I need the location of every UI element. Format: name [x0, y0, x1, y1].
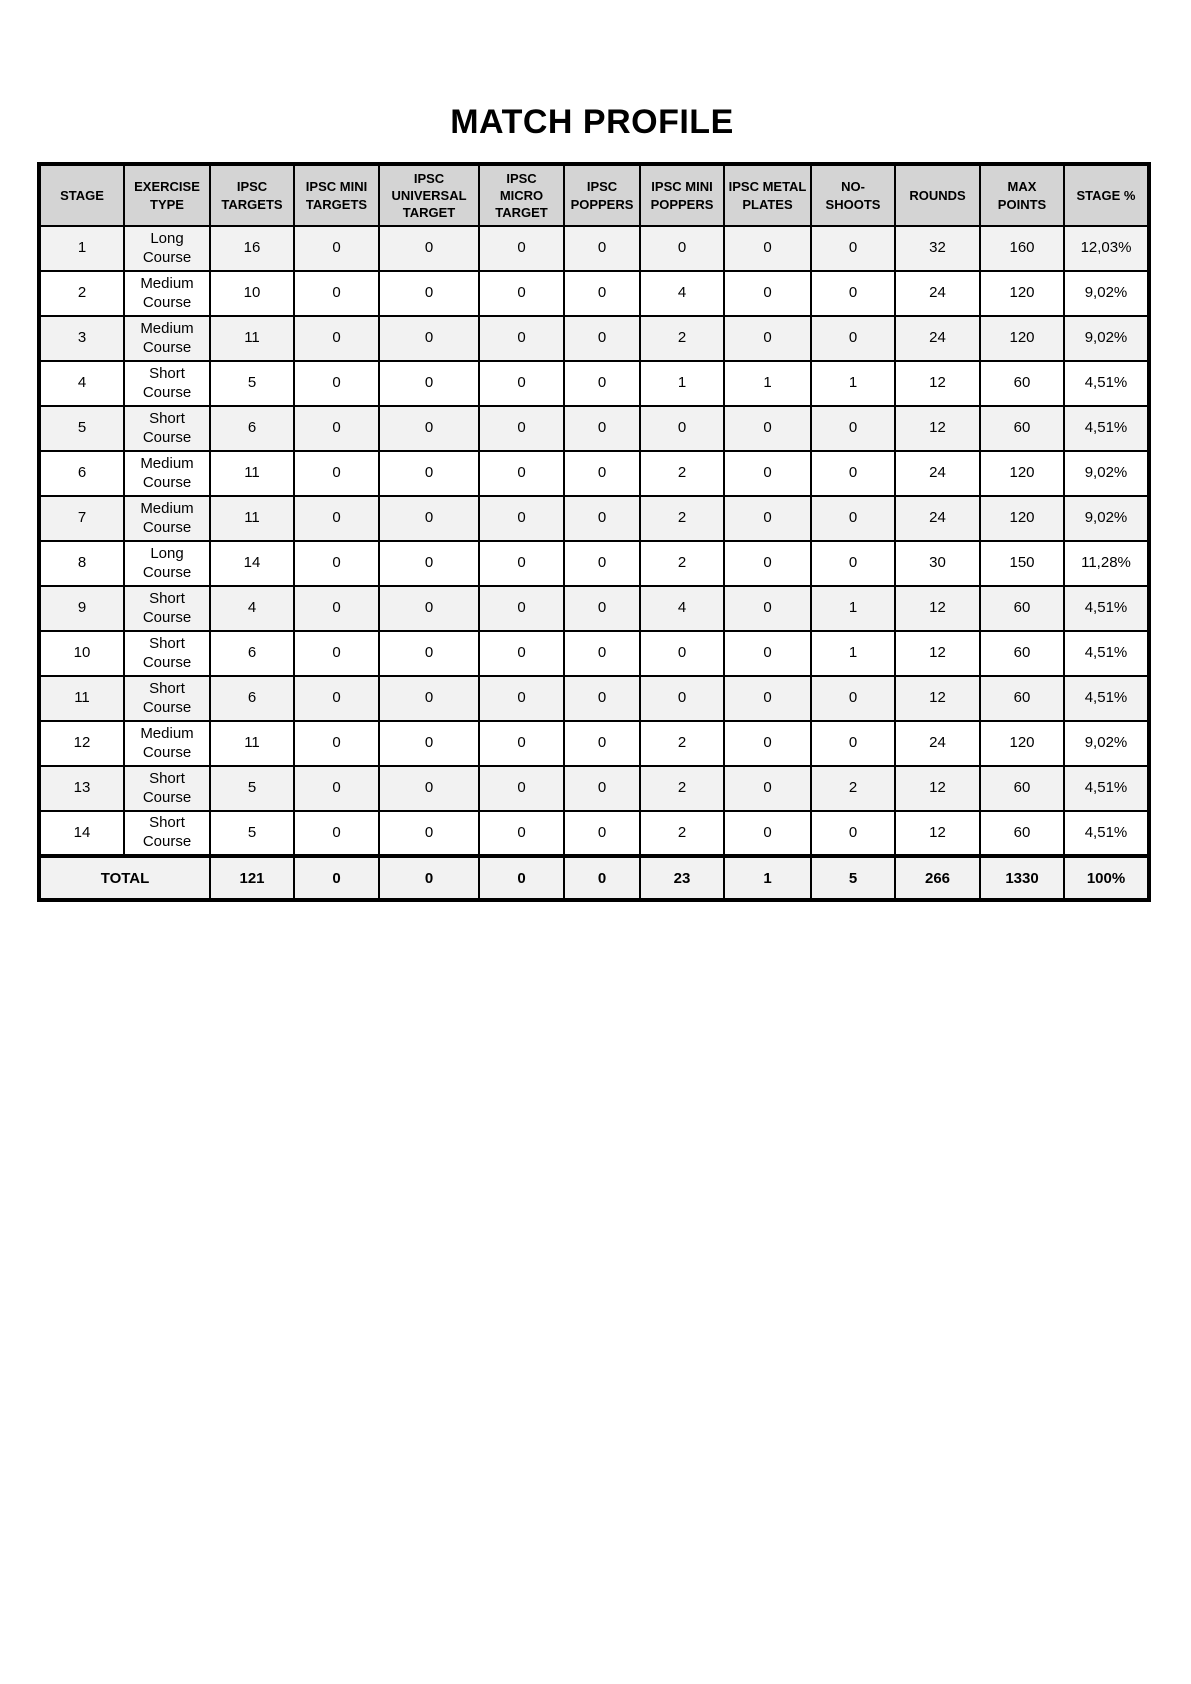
max-points-cell: 60 — [980, 676, 1064, 721]
stage-cell: 3 — [39, 316, 124, 361]
exercise-type-cell: Medium Course — [124, 316, 210, 361]
ipsc-mini-poppers-cell: 2 — [640, 766, 724, 811]
ipsc-universal-target-cell: 0 — [379, 541, 479, 586]
rounds-cell: 24 — [895, 271, 980, 316]
exercise-type-cell: Short Course — [124, 676, 210, 721]
table-row — [39, 226, 1149, 271]
ipsc-micro-target-cell: 0 — [479, 496, 564, 541]
no-shoots-cell: 0 — [811, 721, 895, 766]
max-points-cell: 120 — [980, 496, 1064, 541]
table-row — [39, 451, 1149, 496]
rounds-cell: 24 — [895, 496, 980, 541]
exercise-type-cell: Short Course — [124, 406, 210, 451]
max-points-cell: 120 — [980, 316, 1064, 361]
ipsc-poppers-cell: 0 — [564, 406, 640, 451]
stage-cell: 4 — [39, 361, 124, 406]
total-ipsc-universal-target-cell: 0 — [379, 856, 479, 900]
stage-cell: 10 — [39, 631, 124, 676]
ipsc-micro-target-cell: 0 — [479, 811, 564, 856]
ipsc-targets-cell: 14 — [210, 541, 294, 586]
table-header-row — [39, 164, 1149, 226]
exercise-type-cell: Long Course — [124, 226, 210, 271]
ipsc-targets-cell: 4 — [210, 586, 294, 631]
total-row — [39, 856, 1149, 900]
stage-percent-cell: 9,02% — [1064, 496, 1149, 541]
total-no-shoots-cell: 5 — [811, 856, 895, 900]
ipsc-mini-poppers-cell: 2 — [640, 721, 724, 766]
ipsc-mini-poppers-cell: 2 — [640, 811, 724, 856]
ipsc-micro-target-cell: 0 — [479, 541, 564, 586]
ipsc-universal-target-cell: 0 — [379, 721, 479, 766]
ipsc-metal-plates-cell: 0 — [724, 226, 811, 271]
match-profile-table — [37, 162, 1151, 902]
exercise-type-cell: Medium Course — [124, 496, 210, 541]
no-shoots-cell: 0 — [811, 496, 895, 541]
total-rounds-cell: 266 — [895, 856, 980, 900]
ipsc-poppers-cell: 0 — [564, 226, 640, 271]
col-header-max-points: MAX POINTS — [980, 164, 1064, 226]
stage-percent-cell: 4,51% — [1064, 361, 1149, 406]
max-points-cell: 150 — [980, 541, 1064, 586]
no-shoots-cell: 1 — [811, 631, 895, 676]
ipsc-micro-target-cell: 0 — [479, 631, 564, 676]
col-header-stage: STAGE — [39, 164, 124, 226]
max-points-cell: 60 — [980, 811, 1064, 856]
ipsc-universal-target-cell: 0 — [379, 361, 479, 406]
exercise-type-cell: Medium Course — [124, 721, 210, 766]
exercise-type-cell: Short Course — [124, 361, 210, 406]
ipsc-universal-target-cell: 0 — [379, 226, 479, 271]
ipsc-targets-cell: 11 — [210, 721, 294, 766]
col-header-rounds: ROUNDS — [895, 164, 980, 226]
rounds-cell: 32 — [895, 226, 980, 271]
ipsc-universal-target-cell: 0 — [379, 316, 479, 361]
exercise-type-cell: Medium Course — [124, 451, 210, 496]
max-points-cell: 60 — [980, 361, 1064, 406]
ipsc-targets-cell: 16 — [210, 226, 294, 271]
total-label-cell: TOTAL — [39, 856, 210, 900]
table-row — [39, 361, 1149, 406]
ipsc-targets-cell: 5 — [210, 766, 294, 811]
rounds-cell: 24 — [895, 451, 980, 496]
ipsc-universal-target-cell: 0 — [379, 811, 479, 856]
ipsc-poppers-cell: 0 — [564, 766, 640, 811]
ipsc-poppers-cell: 0 — [564, 631, 640, 676]
col-header-ipsc-metal-plates: IPSC METAL PLATES — [724, 164, 811, 226]
ipsc-metal-plates-cell: 0 — [724, 721, 811, 766]
max-points-cell: 120 — [980, 451, 1064, 496]
ipsc-mini-poppers-cell: 2 — [640, 496, 724, 541]
stage-cell: 1 — [39, 226, 124, 271]
document-page — [37, 0, 1147, 902]
ipsc-targets-cell: 11 — [210, 451, 294, 496]
exercise-type-cell: Long Course — [124, 541, 210, 586]
ipsc-universal-target-cell: 0 — [379, 451, 479, 496]
ipsc-mini-targets-cell: 0 — [294, 766, 379, 811]
ipsc-mini-poppers-cell: 1 — [640, 361, 724, 406]
ipsc-metal-plates-cell: 0 — [724, 676, 811, 721]
rounds-cell: 12 — [895, 631, 980, 676]
stage-cell: 5 — [39, 406, 124, 451]
no-shoots-cell: 0 — [811, 271, 895, 316]
total-stage-percent-cell: 100% — [1064, 856, 1149, 900]
max-points-cell: 120 — [980, 721, 1064, 766]
stage-percent-cell: 9,02% — [1064, 451, 1149, 496]
stage-percent-cell: 4,51% — [1064, 811, 1149, 856]
stage-cell: 2 — [39, 271, 124, 316]
ipsc-micro-target-cell: 0 — [479, 766, 564, 811]
ipsc-mini-targets-cell: 0 — [294, 721, 379, 766]
ipsc-mini-poppers-cell: 4 — [640, 586, 724, 631]
ipsc-mini-targets-cell: 0 — [294, 271, 379, 316]
table-row — [39, 676, 1149, 721]
rounds-cell: 24 — [895, 316, 980, 361]
ipsc-universal-target-cell: 0 — [379, 766, 479, 811]
stage-cell: 9 — [39, 586, 124, 631]
max-points-cell: 60 — [980, 766, 1064, 811]
max-points-cell: 120 — [980, 271, 1064, 316]
rounds-cell: 30 — [895, 541, 980, 586]
exercise-type-cell: Short Course — [124, 586, 210, 631]
ipsc-metal-plates-cell: 0 — [724, 496, 811, 541]
ipsc-mini-targets-cell: 0 — [294, 631, 379, 676]
ipsc-micro-target-cell: 0 — [479, 586, 564, 631]
ipsc-poppers-cell: 0 — [564, 361, 640, 406]
col-header-stage-percent: STAGE % — [1064, 164, 1149, 226]
ipsc-micro-target-cell: 0 — [479, 721, 564, 766]
ipsc-metal-plates-cell: 0 — [724, 811, 811, 856]
ipsc-micro-target-cell: 0 — [479, 226, 564, 271]
no-shoots-cell: 0 — [811, 226, 895, 271]
no-shoots-cell: 2 — [811, 766, 895, 811]
max-points-cell: 160 — [980, 226, 1064, 271]
total-ipsc-micro-target-cell: 0 — [479, 856, 564, 900]
table-row — [39, 406, 1149, 451]
stage-cell: 6 — [39, 451, 124, 496]
stage-percent-cell: 9,02% — [1064, 271, 1149, 316]
ipsc-targets-cell: 5 — [210, 811, 294, 856]
table-row — [39, 811, 1149, 856]
ipsc-mini-targets-cell: 0 — [294, 676, 379, 721]
stage-cell: 13 — [39, 766, 124, 811]
ipsc-poppers-cell: 0 — [564, 676, 640, 721]
ipsc-mini-targets-cell: 0 — [294, 226, 379, 271]
stage-percent-cell: 4,51% — [1064, 406, 1149, 451]
ipsc-metal-plates-cell: 0 — [724, 271, 811, 316]
ipsc-mini-poppers-cell: 2 — [640, 541, 724, 586]
stage-cell: 12 — [39, 721, 124, 766]
ipsc-mini-poppers-cell: 2 — [640, 451, 724, 496]
ipsc-metal-plates-cell: 0 — [724, 451, 811, 496]
ipsc-poppers-cell: 0 — [564, 811, 640, 856]
table-row — [39, 586, 1149, 631]
col-header-ipsc-micro-target: IPSC MICRO TARGET — [479, 164, 564, 226]
stage-cell: 8 — [39, 541, 124, 586]
ipsc-mini-targets-cell: 0 — [294, 451, 379, 496]
exercise-type-cell: Short Course — [124, 766, 210, 811]
stage-percent-cell: 9,02% — [1064, 721, 1149, 766]
no-shoots-cell: 1 — [811, 361, 895, 406]
stage-percent-cell: 4,51% — [1064, 631, 1149, 676]
ipsc-micro-target-cell: 0 — [479, 676, 564, 721]
total-ipsc-poppers-cell: 0 — [564, 856, 640, 900]
stage-percent-cell: 11,28% — [1064, 541, 1149, 586]
rounds-cell: 12 — [895, 361, 980, 406]
max-points-cell: 60 — [980, 406, 1064, 451]
ipsc-universal-target-cell: 0 — [379, 586, 479, 631]
table-row — [39, 496, 1149, 541]
no-shoots-cell: 0 — [811, 406, 895, 451]
ipsc-targets-cell: 5 — [210, 361, 294, 406]
ipsc-targets-cell: 10 — [210, 271, 294, 316]
ipsc-poppers-cell: 0 — [564, 541, 640, 586]
ipsc-metal-plates-cell: 0 — [724, 586, 811, 631]
ipsc-mini-targets-cell: 0 — [294, 541, 379, 586]
ipsc-poppers-cell: 0 — [564, 271, 640, 316]
ipsc-targets-cell: 6 — [210, 631, 294, 676]
col-header-no-shoots: NO-SHOOTS — [811, 164, 895, 226]
table-row — [39, 721, 1149, 766]
ipsc-poppers-cell: 0 — [564, 451, 640, 496]
col-header-ipsc-targets: IPSC TARGETS — [210, 164, 294, 226]
table-row — [39, 271, 1149, 316]
ipsc-universal-target-cell: 0 — [379, 271, 479, 316]
stage-percent-cell: 4,51% — [1064, 586, 1149, 631]
ipsc-mini-targets-cell: 0 — [294, 361, 379, 406]
total-ipsc-mini-targets-cell: 0 — [294, 856, 379, 900]
no-shoots-cell: 0 — [811, 451, 895, 496]
ipsc-micro-target-cell: 0 — [479, 361, 564, 406]
stage-percent-cell: 4,51% — [1064, 676, 1149, 721]
ipsc-mini-targets-cell: 0 — [294, 316, 379, 361]
stage-percent-cell: 9,02% — [1064, 316, 1149, 361]
total-ipsc-targets-cell: 121 — [210, 856, 294, 900]
ipsc-poppers-cell: 0 — [564, 586, 640, 631]
table-row — [39, 541, 1149, 586]
stage-cell: 14 — [39, 811, 124, 856]
ipsc-targets-cell: 11 — [210, 316, 294, 361]
ipsc-poppers-cell: 0 — [564, 316, 640, 361]
ipsc-metal-plates-cell: 0 — [724, 406, 811, 451]
table-body — [39, 226, 1149, 856]
exercise-type-cell: Short Course — [124, 631, 210, 676]
ipsc-universal-target-cell: 0 — [379, 676, 479, 721]
no-shoots-cell: 1 — [811, 586, 895, 631]
total-ipsc-metal-plates-cell: 1 — [724, 856, 811, 900]
ipsc-metal-plates-cell: 1 — [724, 361, 811, 406]
ipsc-mini-poppers-cell: 4 — [640, 271, 724, 316]
stage-percent-cell: 12,03% — [1064, 226, 1149, 271]
ipsc-mini-poppers-cell: 0 — [640, 676, 724, 721]
col-header-ipsc-universal-target: IPSC UNIVERSAL TARGET — [379, 164, 479, 226]
no-shoots-cell: 0 — [811, 316, 895, 361]
ipsc-metal-plates-cell: 0 — [724, 766, 811, 811]
ipsc-micro-target-cell: 0 — [479, 406, 564, 451]
ipsc-targets-cell: 6 — [210, 406, 294, 451]
ipsc-mini-poppers-cell: 0 — [640, 631, 724, 676]
max-points-cell: 60 — [980, 586, 1064, 631]
ipsc-mini-poppers-cell: 2 — [640, 316, 724, 361]
col-header-ipsc-poppers: IPSC POPPERS — [564, 164, 640, 226]
ipsc-mini-targets-cell: 0 — [294, 496, 379, 541]
no-shoots-cell: 0 — [811, 541, 895, 586]
exercise-type-cell: Short Course — [124, 811, 210, 856]
stage-percent-cell: 4,51% — [1064, 766, 1149, 811]
ipsc-mini-poppers-cell: 0 — [640, 406, 724, 451]
rounds-cell: 12 — [895, 676, 980, 721]
rounds-cell: 12 — [895, 766, 980, 811]
ipsc-poppers-cell: 0 — [564, 496, 640, 541]
ipsc-targets-cell: 6 — [210, 676, 294, 721]
ipsc-metal-plates-cell: 0 — [724, 631, 811, 676]
table-row — [39, 766, 1149, 811]
ipsc-universal-target-cell: 0 — [379, 406, 479, 451]
ipsc-poppers-cell: 0 — [564, 721, 640, 766]
col-header-ipsc-mini-targets: IPSC MINI TARGETS — [294, 164, 379, 226]
page-title: MATCH PROFILE — [450, 103, 734, 141]
max-points-cell: 60 — [980, 631, 1064, 676]
ipsc-metal-plates-cell: 0 — [724, 316, 811, 361]
ipsc-micro-target-cell: 0 — [479, 271, 564, 316]
rounds-cell: 12 — [895, 811, 980, 856]
rounds-cell: 24 — [895, 721, 980, 766]
stage-cell: 11 — [39, 676, 124, 721]
ipsc-micro-target-cell: 0 — [479, 316, 564, 361]
ipsc-micro-target-cell: 0 — [479, 451, 564, 496]
rounds-cell: 12 — [895, 586, 980, 631]
col-header-ipsc-mini-poppers: IPSC MINI POPPERS — [640, 164, 724, 226]
ipsc-universal-target-cell: 0 — [379, 631, 479, 676]
table-row — [39, 631, 1149, 676]
total-ipsc-mini-poppers-cell: 23 — [640, 856, 724, 900]
no-shoots-cell: 0 — [811, 811, 895, 856]
ipsc-mini-poppers-cell: 0 — [640, 226, 724, 271]
total-max-points-cell: 1330 — [980, 856, 1064, 900]
ipsc-targets-cell: 11 — [210, 496, 294, 541]
col-header-exercise-type: EXERCISE TYPE — [124, 164, 210, 226]
ipsc-mini-targets-cell: 0 — [294, 586, 379, 631]
no-shoots-cell: 0 — [811, 676, 895, 721]
stage-cell: 7 — [39, 496, 124, 541]
table-row — [39, 316, 1149, 361]
rounds-cell: 12 — [895, 406, 980, 451]
ipsc-mini-targets-cell: 0 — [294, 811, 379, 856]
exercise-type-cell: Medium Course — [124, 271, 210, 316]
ipsc-universal-target-cell: 0 — [379, 496, 479, 541]
ipsc-mini-targets-cell: 0 — [294, 406, 379, 451]
ipsc-metal-plates-cell: 0 — [724, 541, 811, 586]
